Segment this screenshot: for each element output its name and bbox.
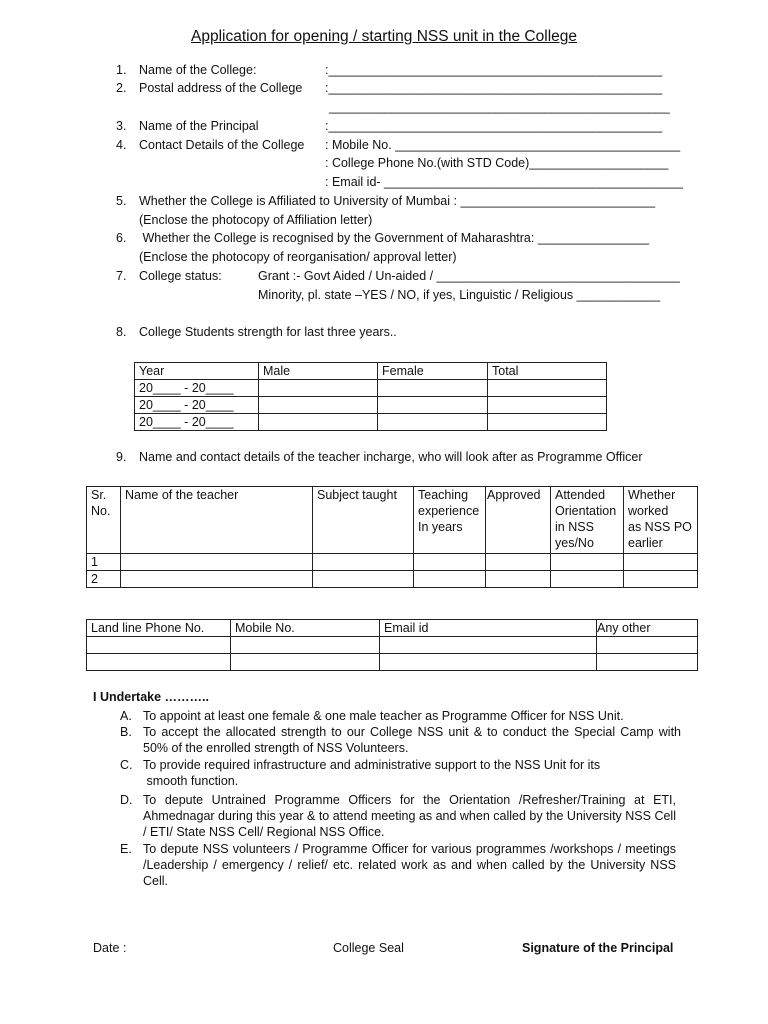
grant-status-field[interactable]: Grant :- Govt Aided / Un-aided / ___________________________________ [258, 269, 680, 283]
sr-no-cell: 2 [87, 571, 121, 588]
students-strength-label: College Students strength for last three years.. [139, 325, 397, 339]
male-cell[interactable] [259, 397, 378, 414]
total-cell[interactable] [488, 414, 607, 431]
college-name-field[interactable]: :________________________________________________ [325, 63, 663, 77]
point-letter: D. [120, 793, 133, 807]
minority-status-field[interactable]: Minority, pl. state –YES / NO, if yes, Linguistic / Religious ____________ [258, 288, 661, 302]
contact-details-label: Contact Details of the College [139, 138, 305, 152]
item-number: 1. [116, 63, 127, 77]
orientation-cell[interactable] [551, 554, 624, 571]
college-status-label: College status: [139, 269, 222, 283]
table-header: Approved [486, 487, 551, 554]
postal-address-label: Postal address of the College [139, 81, 303, 95]
worked-as-po-cell[interactable] [624, 571, 698, 588]
item-number: 9. [116, 450, 127, 464]
date-label: Date : [93, 941, 127, 955]
other-cell[interactable] [597, 637, 698, 654]
item-number: 6. [116, 231, 127, 245]
college-seal-label: College Seal [333, 941, 404, 955]
students-strength-table [134, 362, 607, 431]
male-cell[interactable] [259, 380, 378, 397]
item-number: 3. [116, 119, 127, 133]
table-header: Name of the teacher [121, 487, 313, 554]
point-letter: E. [120, 842, 132, 856]
year-cell[interactable]: 20____ - 20____ [135, 414, 259, 431]
subject-cell[interactable] [313, 554, 414, 571]
item-number: 7. [116, 269, 127, 283]
undertake-point-b: To accept the allocated strength to our College NSS unit & to conduct the Special Camp with 50% of the enrolled strength of NSS Volunteers. [143, 725, 681, 755]
mobile-cell[interactable] [231, 637, 380, 654]
landline-cell[interactable] [87, 654, 231, 671]
teacher-details-label: Name and contact details of the teacher incharge, who will look after as Programme Officer [139, 450, 643, 464]
undertake-point-d: To depute Untrained Programme Officers for the Orientation /Refresher/Training at ETI, Ahmednagar during this year & to attend meeting as and when called by the University NSS Cell / ETI/ State NSS Cell/ Regional NSS Office. [143, 793, 676, 839]
undertake-point-e: To depute NSS volunteers / Programme Officer for various programmes /workshops / meetings /Leadership / emergency / relief/ etc. related work as and when called by the University NSS Cell. [143, 842, 676, 888]
table-row [87, 654, 698, 671]
mobile-cell[interactable] [231, 654, 380, 671]
postal-address-field[interactable]: :________________________________________________ [325, 81, 663, 95]
worked-as-po-cell[interactable] [624, 554, 698, 571]
table-row [135, 380, 607, 397]
table-header: Any other [597, 620, 698, 637]
table-row [87, 637, 698, 654]
table-row [87, 571, 698, 588]
teacher-name-cell[interactable] [121, 571, 313, 588]
principal-name-field[interactable]: :________________________________________________ [325, 119, 663, 133]
teacher-name-cell[interactable] [121, 554, 313, 571]
table-header: Female [378, 363, 488, 380]
form-title: Application for opening / starting NSS unit in the College [190, 28, 577, 45]
email-field[interactable]: : Email id- ___________________________________________ [325, 175, 683, 189]
table-header: Email id [380, 620, 597, 637]
approved-cell[interactable] [486, 571, 551, 588]
experience-cell[interactable] [414, 554, 486, 571]
table-header: Male [259, 363, 378, 380]
college-name-label: Name of the College: [139, 63, 257, 77]
principal-signature-label: Signature of the Principal [522, 941, 674, 955]
recognition-field[interactable]: Whether the College is recognised by the Government of Maharashtra: ________________ [139, 231, 650, 245]
other-cell[interactable] [597, 654, 698, 671]
table-header: Land line Phone No. [87, 620, 231, 637]
recognition-note: (Enclose the photocopy of reorganisation/ approval letter) [139, 250, 457, 264]
item-number: 5. [116, 194, 127, 208]
point-letter: B. [120, 725, 132, 739]
orientation-cell[interactable] [551, 571, 624, 588]
year-cell[interactable]: 20____ - 20____ [135, 397, 259, 414]
table-header: Whether worked as NSS PO earlier [624, 487, 698, 554]
male-cell[interactable] [259, 414, 378, 431]
table-header: Subject taught [313, 487, 414, 554]
female-cell[interactable] [378, 414, 488, 431]
table-header: Sr. No. [87, 487, 121, 554]
table-row [135, 397, 607, 414]
undertake-point-c: To provide required infrastructure and administrative support to the NSS Unit for its smooth function. [143, 758, 601, 788]
item-number: 8. [116, 325, 127, 339]
email-cell[interactable] [380, 637, 597, 654]
affiliation-field[interactable]: Whether the College is Affiliated to University of Mumbai : ____________________________ [139, 194, 656, 208]
landline-cell[interactable] [87, 637, 231, 654]
point-letter: A. [120, 709, 132, 723]
sr-no-cell: 1 [87, 554, 121, 571]
experience-cell[interactable] [414, 571, 486, 588]
female-cell[interactable] [378, 397, 488, 414]
subject-cell[interactable] [313, 571, 414, 588]
table-header: Teaching experience In years [414, 487, 486, 554]
undertake-point-a: To appoint at least one female & one male teacher as Programme Officer for NSS Unit. [143, 709, 624, 723]
contact-table [86, 619, 698, 671]
female-cell[interactable] [378, 380, 488, 397]
table-header: Year [135, 363, 259, 380]
item-number: 4. [116, 138, 127, 152]
table-header: Attended Orientation in NSS yes/No [551, 487, 624, 554]
email-cell[interactable] [380, 654, 597, 671]
table-header: Total [488, 363, 607, 380]
college-phone-field[interactable]: : College Phone No.(with STD Code)____________________ [325, 156, 669, 170]
table-header: Mobile No. [231, 620, 380, 637]
table-row [87, 554, 698, 571]
postal-address-field-line2[interactable]: _________________________________________________ [329, 100, 670, 114]
principal-name-label: Name of the Principal [139, 119, 259, 133]
table-row [135, 414, 607, 431]
total-cell[interactable] [488, 380, 607, 397]
point-letter: C. [120, 758, 133, 772]
year-cell[interactable]: 20____ - 20____ [135, 380, 259, 397]
total-cell[interactable] [488, 397, 607, 414]
mobile-field[interactable]: : Mobile No. _________________________________________ [325, 138, 681, 152]
teacher-table [86, 486, 698, 588]
item-number: 2. [116, 81, 127, 95]
undertake-heading: I Undertake ……….. [93, 690, 209, 704]
affiliation-note: (Enclose the photocopy of Affiliation letter) [139, 213, 373, 227]
approved-cell[interactable] [486, 554, 551, 571]
